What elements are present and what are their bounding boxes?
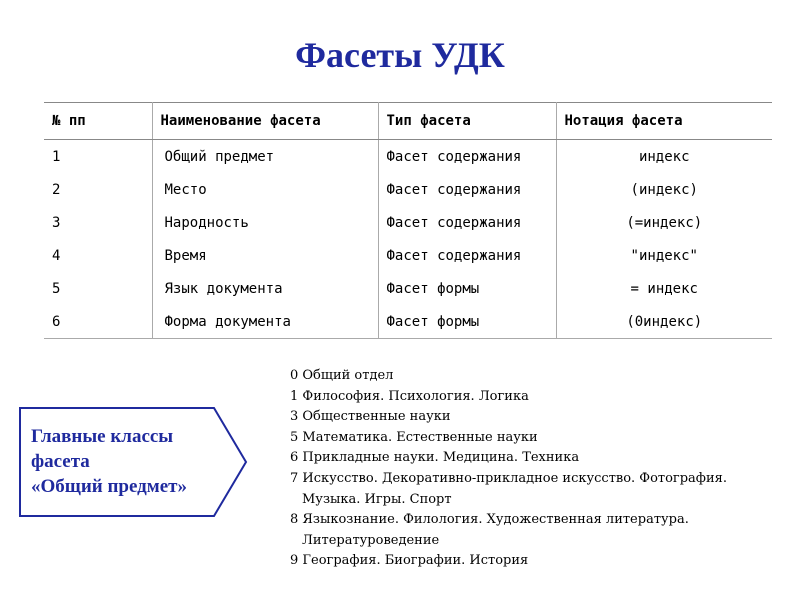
row-facet-name: Народность bbox=[152, 206, 378, 239]
row-facet-type: Фасет содержания bbox=[378, 140, 556, 174]
main-classes-list bbox=[290, 366, 790, 572]
callout-line: фасета bbox=[31, 451, 90, 472]
row-facet-name: Общий предмет bbox=[152, 140, 378, 174]
row-facet-name: Форма документа bbox=[152, 305, 378, 339]
header-facet-name: Наименование фасета bbox=[152, 103, 378, 140]
row-facet-type: Фасет формы bbox=[378, 272, 556, 305]
row-facet-type: Фасет формы bbox=[378, 305, 556, 339]
list-item bbox=[290, 551, 790, 572]
row-facet-name: Время bbox=[152, 239, 378, 272]
row-facet-type: Фасет содержания bbox=[378, 239, 556, 272]
callout-text bbox=[31, 424, 187, 499]
row-number: 6 bbox=[44, 305, 152, 339]
list-item bbox=[290, 428, 790, 449]
table-row bbox=[44, 272, 772, 305]
header-facet-type: Тип фасета bbox=[378, 103, 556, 140]
row-facet-notation: индекс bbox=[638, 148, 690, 165]
header-number: № пп bbox=[44, 103, 152, 140]
row-number: 2 bbox=[44, 173, 152, 206]
class-line: 1 Философия. Психология. Логика bbox=[290, 388, 529, 404]
facets-table bbox=[44, 102, 772, 339]
row-number: 1 bbox=[44, 140, 152, 174]
table-header-row bbox=[44, 103, 772, 140]
row-number: 3 bbox=[44, 206, 152, 239]
row-facet-name: Место bbox=[152, 173, 378, 206]
row-facet-type: Фасет содержания bbox=[378, 206, 556, 239]
row-facet-notation: (0индекс) bbox=[556, 305, 772, 339]
table-row bbox=[44, 239, 772, 272]
class-line: 7 Искусство. Декоративно-прикладное искусство. Фотография. bbox=[290, 470, 727, 486]
list-item bbox=[290, 469, 790, 510]
row-facet-notation: "индекс" bbox=[630, 247, 698, 264]
list-item bbox=[290, 387, 790, 408]
callout-line: «Общий предмет» bbox=[31, 476, 187, 497]
list-item bbox=[290, 448, 790, 469]
table-row bbox=[44, 140, 772, 174]
class-line: 5 Математика. Естественные науки bbox=[290, 429, 538, 445]
list-item bbox=[290, 407, 790, 428]
callout-arrow-box bbox=[18, 406, 250, 518]
table-row bbox=[44, 305, 772, 339]
row-number: 5 bbox=[44, 272, 152, 305]
class-line: 0 Общий отдел bbox=[290, 368, 394, 383]
class-line-continuation: Литературоведение bbox=[302, 532, 440, 548]
row-facet-name: Язык документа bbox=[152, 272, 378, 305]
class-line-continuation: Музыка. Игры. Спорт bbox=[302, 491, 452, 507]
row-facet-type: Фасет содержания bbox=[378, 173, 556, 206]
table-row bbox=[44, 206, 772, 239]
header-facet-notation: Нотация фасета bbox=[556, 103, 772, 140]
class-line: 8 Языкознание. Филология. Художественная литература. bbox=[290, 512, 689, 528]
class-line: 3 Общественные науки bbox=[290, 409, 451, 425]
class-line: 6 Прикладные науки. Медицина. Техника bbox=[290, 450, 580, 466]
row-facet-notation: (индекс) bbox=[630, 181, 698, 198]
row-number: 4 bbox=[44, 239, 152, 272]
row-facet-notation: = индекс bbox=[630, 280, 698, 297]
page-title: Фасеты УДК bbox=[295, 35, 505, 75]
list-item bbox=[290, 366, 790, 387]
class-line: 9 География. Биографии. История bbox=[290, 553, 529, 569]
list-item bbox=[290, 510, 790, 551]
row-facet-notation: (=индекс) bbox=[626, 214, 703, 231]
callout-line: Главные классы bbox=[31, 426, 174, 447]
table-row bbox=[44, 173, 772, 206]
